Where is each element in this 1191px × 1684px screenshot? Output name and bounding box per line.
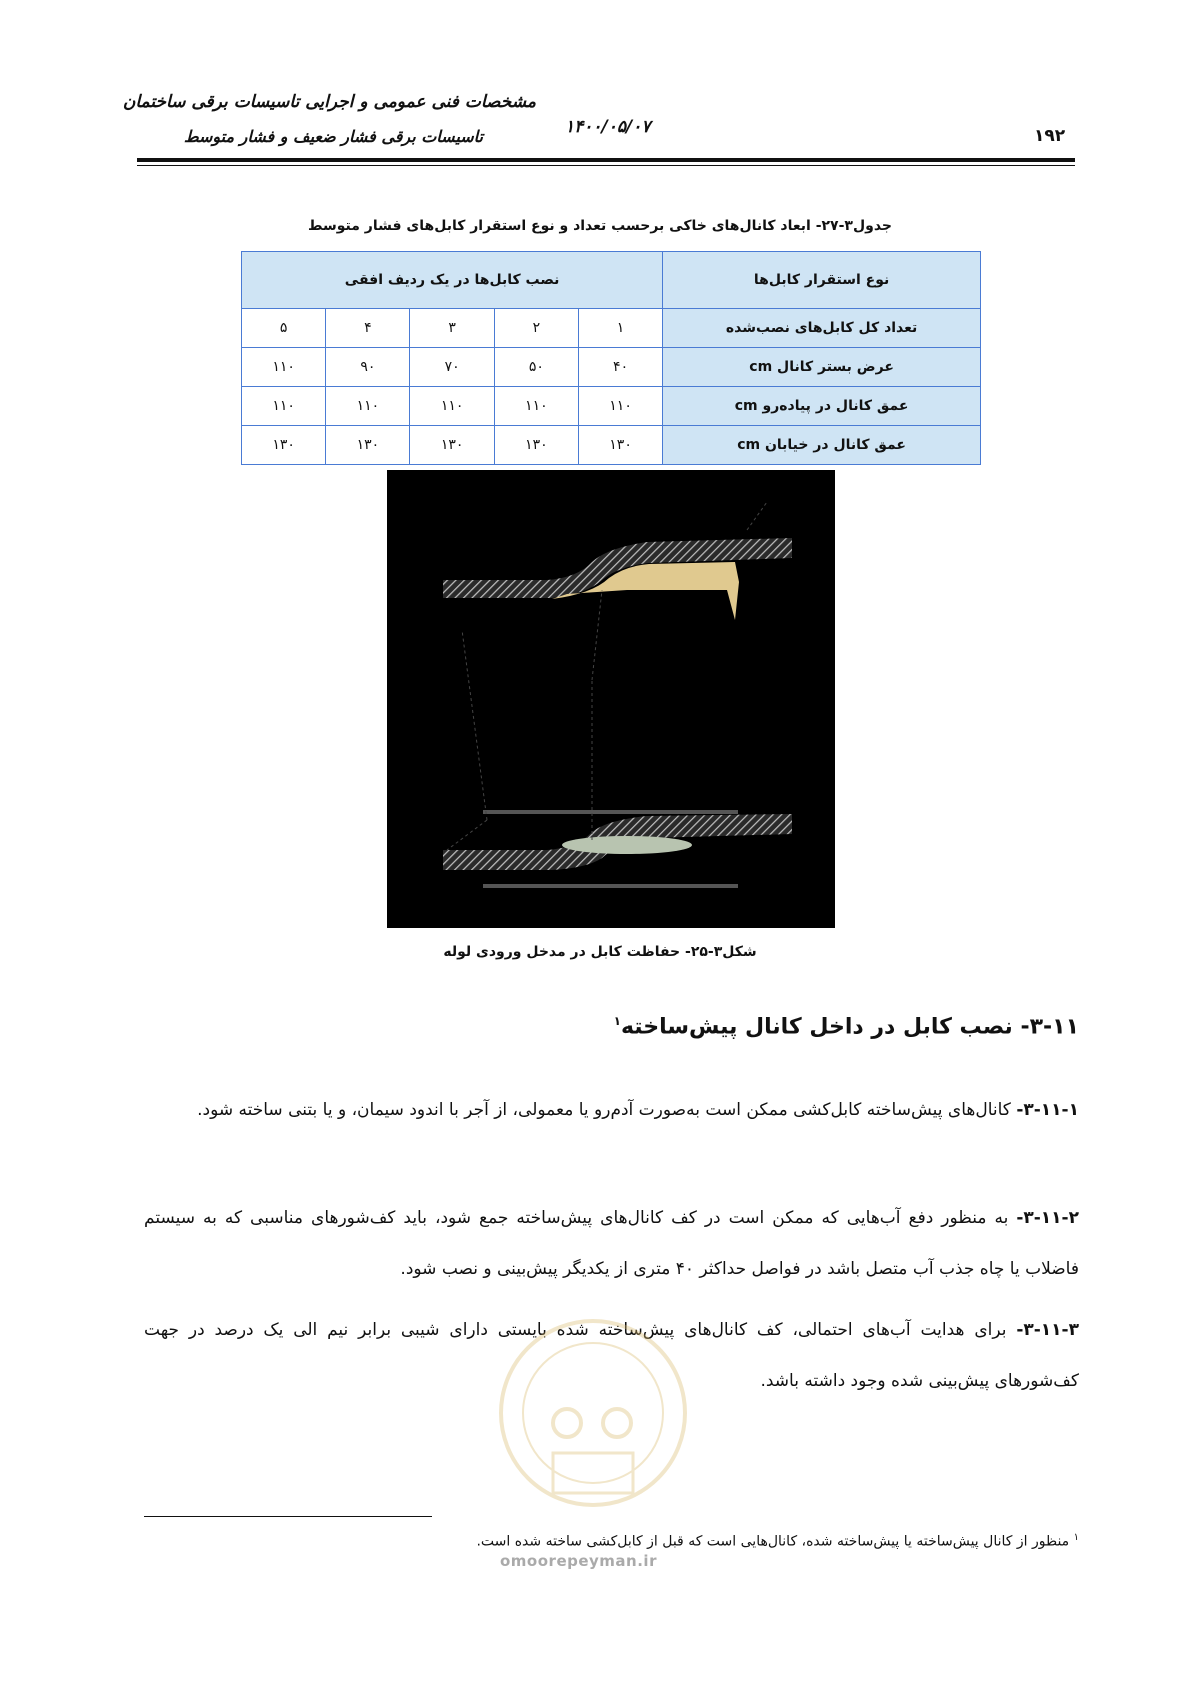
table-cell: ۱۱۰	[242, 387, 326, 426]
header-rule-thin	[137, 165, 1075, 166]
table-cell: ۲	[494, 309, 578, 348]
table-cell: ۱۳۰	[410, 426, 494, 465]
table-row	[242, 387, 981, 426]
lower-pipe-bottom-line	[483, 884, 738, 888]
table-header-cable-arrangement: نوع استقرار کابل‌ها	[663, 252, 981, 309]
table-row-label: تعداد کل کابل‌های نصب‌شده	[663, 309, 981, 348]
leader-line	[462, 630, 487, 820]
figure-caption: شکل۳-۲۵- حفاظت کابل در مدخل ورودی لوله	[443, 944, 757, 960]
table-cell: ۱۳۰	[242, 426, 326, 465]
paragraph	[144, 1193, 1079, 1295]
table-cell: ۱۱۰	[242, 348, 326, 387]
table-cell: ۴۰	[578, 348, 662, 387]
table-cell: ۱۱۰	[494, 387, 578, 426]
watermark-logo	[487, 1303, 699, 1553]
table-row-label: عرض بستر کانال cm	[663, 348, 981, 387]
header-title-line1: مشخصات فنی عمومی و اجرایی تاسیسات برقی ساختمان	[122, 92, 536, 112]
lower-pipe-top-line	[483, 810, 738, 814]
paragraph-number: ۳-۱۱-۱-	[1016, 1100, 1079, 1120]
paragraph-text: برای هدایت آب‌های احتمالی، کف کانال‌های پیش‌ساخته شده بایستی دارای شیبی برابر نیم الی یک درصد در جهت کف‌شورهای پیش‌بینی شده وجود داشته باشد.	[144, 1320, 1079, 1391]
table-cell: ۱۱۰	[326, 387, 410, 426]
table-row	[242, 426, 981, 465]
figure-drawing	[387, 470, 835, 928]
table-cell: ۹۰	[326, 348, 410, 387]
leader-line	[447, 820, 487, 850]
table-caption: جدول۳-۲۷- ابعاد کانال‌های خاکی برحسب تعداد و نوع استقرار کابل‌های فشار متوسط	[308, 218, 892, 234]
table-row	[242, 309, 981, 348]
table-cell: ۷۰	[410, 348, 494, 387]
table-header-horizontal-row: نصب کابل‌ها در یک ردیف افقی	[242, 252, 663, 309]
table-cell: ۱۳۰	[578, 426, 662, 465]
leader-line	[747, 502, 767, 530]
table-cell: ۳	[410, 309, 494, 348]
table-row	[242, 348, 981, 387]
paragraph-text: کانال‌های پیش‌ساخته کابل‌کشی ممکن است به‌صورت آدم‌رو یا معمولی، از آجر با اندود سیمان، و یا بتنی ساخته شود.	[197, 1100, 1017, 1120]
header-title-line2: تاسیسات برقی فشار ضعیف و فشار متوسط	[183, 127, 483, 146]
table-cell: ۱۱۰	[578, 387, 662, 426]
paragraph-number: ۳-۱۱-۲-	[1016, 1208, 1079, 1228]
section-title-text: ۳-۱۱- نصب کابل در داخل کانال پیش‌ساخته	[620, 1014, 1079, 1040]
table-header-row	[242, 252, 981, 309]
cable-lens	[562, 836, 692, 854]
table-cell: ۱	[578, 309, 662, 348]
page-number: ۱۹۲	[1034, 126, 1066, 146]
leader-line	[592, 590, 602, 680]
paragraph-number: ۳-۱۱-۳-	[1016, 1320, 1079, 1340]
table-cell: ۱۳۰	[494, 426, 578, 465]
table-row-label: عمق کانال در خیابان cm	[663, 426, 981, 465]
section-title	[614, 1014, 1079, 1039]
cable-channel-table	[241, 251, 981, 465]
table-cell: ۵۰	[494, 348, 578, 387]
footnote-text: منظور از کانال پیش‌ساخته یا پیش‌ساخته شده، کانال‌هایی است که قبل از کابل‌کشی ساخته شده است.	[476, 1533, 1074, 1550]
header-rule	[137, 158, 1075, 162]
table-cell: ۴	[326, 309, 410, 348]
footnote-mark: ۱	[1073, 1532, 1079, 1543]
footnote	[476, 1532, 1079, 1550]
paragraph-text: به منظور دفع آب‌هایی که ممکن است در کف کانال‌های پیش‌ساخته جمع شود، باید کف‌شورهای مناسبی که به سیستم فاضلاب یا چاه جذب آب متصل باشد در فواصل حداکثر ۴۰ متری از یکدیگر پیش‌بینی و نصب شود.	[144, 1208, 1079, 1279]
table-cell: ۵	[242, 309, 326, 348]
header-date: ۱۴۰۰/۰۵/۰۷	[565, 117, 651, 137]
watermark-url: omoorepeyman.ir	[500, 1552, 657, 1570]
table-cell: ۱۳۰	[326, 426, 410, 465]
table-row-label: عمق کانال در پیاده‌رو cm	[663, 387, 981, 426]
footnote-rule	[144, 1516, 432, 1517]
footnote-ref: ۱	[613, 1014, 621, 1028]
table-cell: ۱۱۰	[410, 387, 494, 426]
paragraph	[144, 1085, 1079, 1136]
cable-pipe-entry-figure	[387, 470, 835, 928]
